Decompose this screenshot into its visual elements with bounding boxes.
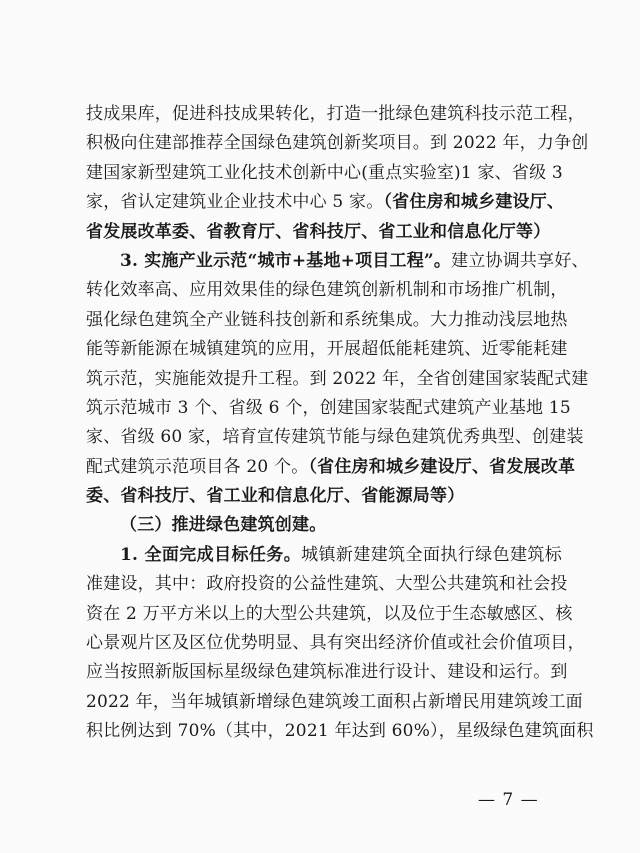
text-run: 建立协调共享好、 bbox=[451, 250, 589, 271]
text-run: 能等新能源在城镇建筑的应用，开展超低能耗建筑、近零能耗建 bbox=[86, 339, 568, 360]
text-line bbox=[86, 276, 568, 305]
text-line bbox=[86, 306, 568, 335]
text-line bbox=[86, 159, 562, 188]
bold-text-run: 1. 全面完成目标任务。 bbox=[120, 544, 302, 565]
text-run: 转化效率高、应用效果佳的绿色建筑创新机制和市场推广机制， bbox=[86, 280, 568, 301]
text-line bbox=[86, 511, 562, 540]
text-run: 积极向住建部推荐全国绿色建筑创新奖项目。到 2022 年，力争创 bbox=[86, 133, 589, 154]
text-run: 家、省级 60 家，培育宣传建筑节能与绿色建筑优秀典型、创建装 bbox=[86, 427, 584, 448]
text-line bbox=[86, 717, 594, 746]
text-run: 筑示范，实施能效提升工程。到 2022 年，全省创建国家装配式建 bbox=[86, 368, 589, 389]
text-line bbox=[86, 541, 562, 570]
bold-text-run: 委、省科技厅、省工业和信息化厅、省能源局等） bbox=[86, 486, 465, 507]
text-run: 应当按照新版国标星级绿色建筑标准进行设计、建设和运行。到 bbox=[86, 662, 568, 683]
text-line bbox=[86, 658, 568, 687]
text-run: 强化绿色建筑全产业链科技创新和系统集成。大力推动浅层地热 bbox=[86, 309, 568, 330]
text-line bbox=[86, 188, 565, 217]
page-number: — 7 — bbox=[478, 790, 539, 810]
text-run: 建国家新型建筑工业化技术创新中心(重点实验室)1 家、省级 3 bbox=[86, 162, 563, 183]
text-line bbox=[86, 453, 576, 482]
text-line bbox=[86, 335, 568, 364]
text-line bbox=[86, 100, 585, 129]
bold-text-run: 3. 实施产业示范“城市+基地+项目工程”。 bbox=[120, 250, 452, 271]
text-line bbox=[86, 365, 589, 394]
text-run: 心景观片区及区位优势明显、具有突出经济价值或社会价值项目， bbox=[86, 633, 585, 654]
text-line bbox=[86, 247, 589, 276]
text-run: 准建设，其中：政府投资的公益性建筑、大型公共建筑和社会投 bbox=[86, 574, 568, 595]
body-text bbox=[86, 100, 594, 747]
bold-text-run: （三）推进绿色建筑创建。 bbox=[120, 515, 327, 536]
text-line bbox=[86, 570, 568, 599]
text-line bbox=[86, 218, 562, 247]
bold-text-run: （省住房和城乡建设厅、省发展改革 bbox=[308, 456, 576, 477]
text-run: 技成果库，促进科技成果转化，打造一批绿色建筑科技示范工程， bbox=[86, 104, 585, 124]
text-run: 家，省认定建筑业企业技术中心 5 家。 bbox=[86, 192, 384, 213]
text-run: 2022 年，当年城镇新增绿色建筑竣工面积占新增民用建筑竣工面 bbox=[86, 691, 583, 712]
text-line bbox=[86, 600, 573, 629]
text-run: 城镇新建建筑全面执行绿色建筑标 bbox=[301, 544, 562, 565]
text-line bbox=[86, 423, 584, 452]
text-line bbox=[86, 129, 589, 158]
text-run: 积比例达到 70%（其中，2021 年达到 60%），星级绿色建筑面积 bbox=[86, 721, 594, 742]
text-run: 配式建筑示范项目各 20 个。 bbox=[86, 456, 309, 477]
text-line bbox=[86, 688, 583, 717]
text-line bbox=[86, 394, 571, 423]
text-line bbox=[86, 482, 562, 511]
text-run: 资在 2 万平方米以上的大型公共建筑，以及位于生态敏感区、核 bbox=[86, 603, 573, 624]
bold-text-run: （省住房和城乡建设厅、 bbox=[383, 192, 565, 213]
bold-text-run: 省发展改革委、省教育厅、省科技厅、省工业和信息化厅等） bbox=[86, 221, 551, 242]
text-line bbox=[86, 629, 585, 658]
text-run: 筑示范城市 3 个、省级 6 个，创建国家装配式建筑产业基地 15 bbox=[86, 397, 571, 418]
